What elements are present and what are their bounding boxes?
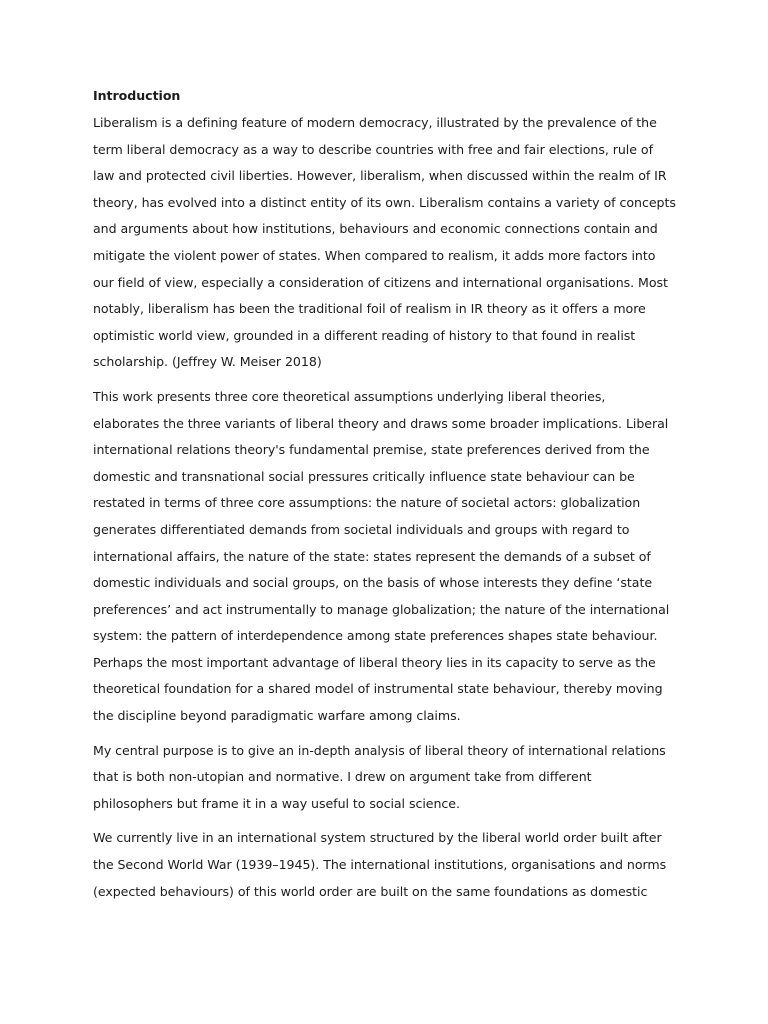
text-line: philosophers but frame it in a way useful to social science. [93, 795, 460, 811]
text-line: law and protected civil liberties. However, liberalism, when discussed within the realm of IR [93, 168, 667, 184]
text-line: theory, has evolved into a distinct entity of its own. Liberalism contains a variety of concepts [93, 194, 676, 210]
text-line: domestic and transnational social pressures critically influence state behaviour can be [93, 468, 635, 484]
text-line: restated in terms of three core assumptions: the nature of societal actors: globalization [93, 495, 641, 511]
text-line: mitigate the violent power of states. When compared to realism, it adds more factors into [93, 247, 656, 263]
text-line: optimistic world view, grounded in a different reading of history to that found in realist [93, 327, 636, 343]
paragraph [93, 110, 676, 376]
text-line: notably, liberalism has been the traditional foil of realism in IR theory as it offers a more [93, 301, 646, 317]
text-line: scholarship. (Jeffrey W. Meiser 2018) [93, 354, 322, 370]
paragraph [93, 738, 673, 818]
text-line: Perhaps the most important advantage of liberal theory lies in its capacity to serve as the [93, 654, 656, 670]
text-line: our field of view, especially a consideration of citizens and international organisations. Most [93, 274, 668, 290]
text-line: generates differentiated demands from societal individuals and groups with regard to [93, 521, 630, 537]
text-line: My central purpose is to give an in-depth analysis of liberal theory of international relations [93, 742, 666, 758]
text-line: This work presents three core theoretical assumptions underlying liberal theories, [93, 388, 606, 404]
text-line: (expected behaviours) of this world order are built on the same foundations as domestic [93, 883, 648, 899]
text-line: and arguments about how institutions, behaviours and economic connections contain and [93, 221, 658, 237]
text-line: that is both non-utopian and normative. I drew on argument take from different [93, 769, 592, 785]
text-line: international affairs, the nature of the state: states represent the demands of a subset of [93, 548, 651, 564]
document-body [93, 85, 676, 913]
text-line: domestic individuals and social groups, on the basis of whose interests they define ‘state [93, 575, 653, 591]
text-line: the discipline beyond paradigmatic warfare among claims. [93, 708, 461, 724]
text-line: system: the pattern of interdependence among state preferences shapes state behaviour. [93, 628, 658, 644]
section-heading: Introduction [93, 88, 181, 103]
paragraph-container [93, 110, 676, 905]
text-line: the Second World War (1939–1945). The international institutions, organisations and norms [93, 857, 667, 873]
text-line: Liberalism is a defining feature of modern democracy, illustrated by the prevalence of the [93, 115, 657, 130]
text-line: theoretical foundation for a shared model of instrumental state behaviour, thereby moving [93, 681, 663, 697]
text-line: elaborates the three variants of liberal theory and draws some broader implications. Liberal [93, 415, 669, 431]
text-line: international relations theory's fundamental premise, state preferences derived from the [93, 442, 650, 458]
paragraph [93, 384, 673, 730]
text-line: preferences’ and act instrumentally to manage globalization; the nature of the international [93, 601, 670, 617]
paragraph [93, 825, 673, 905]
text-line: We currently live in an international system structured by the liberal world order built after [93, 830, 662, 846]
text-line: term liberal democracy as a way to describe countries with free and fair elections, rule of [93, 141, 653, 157]
